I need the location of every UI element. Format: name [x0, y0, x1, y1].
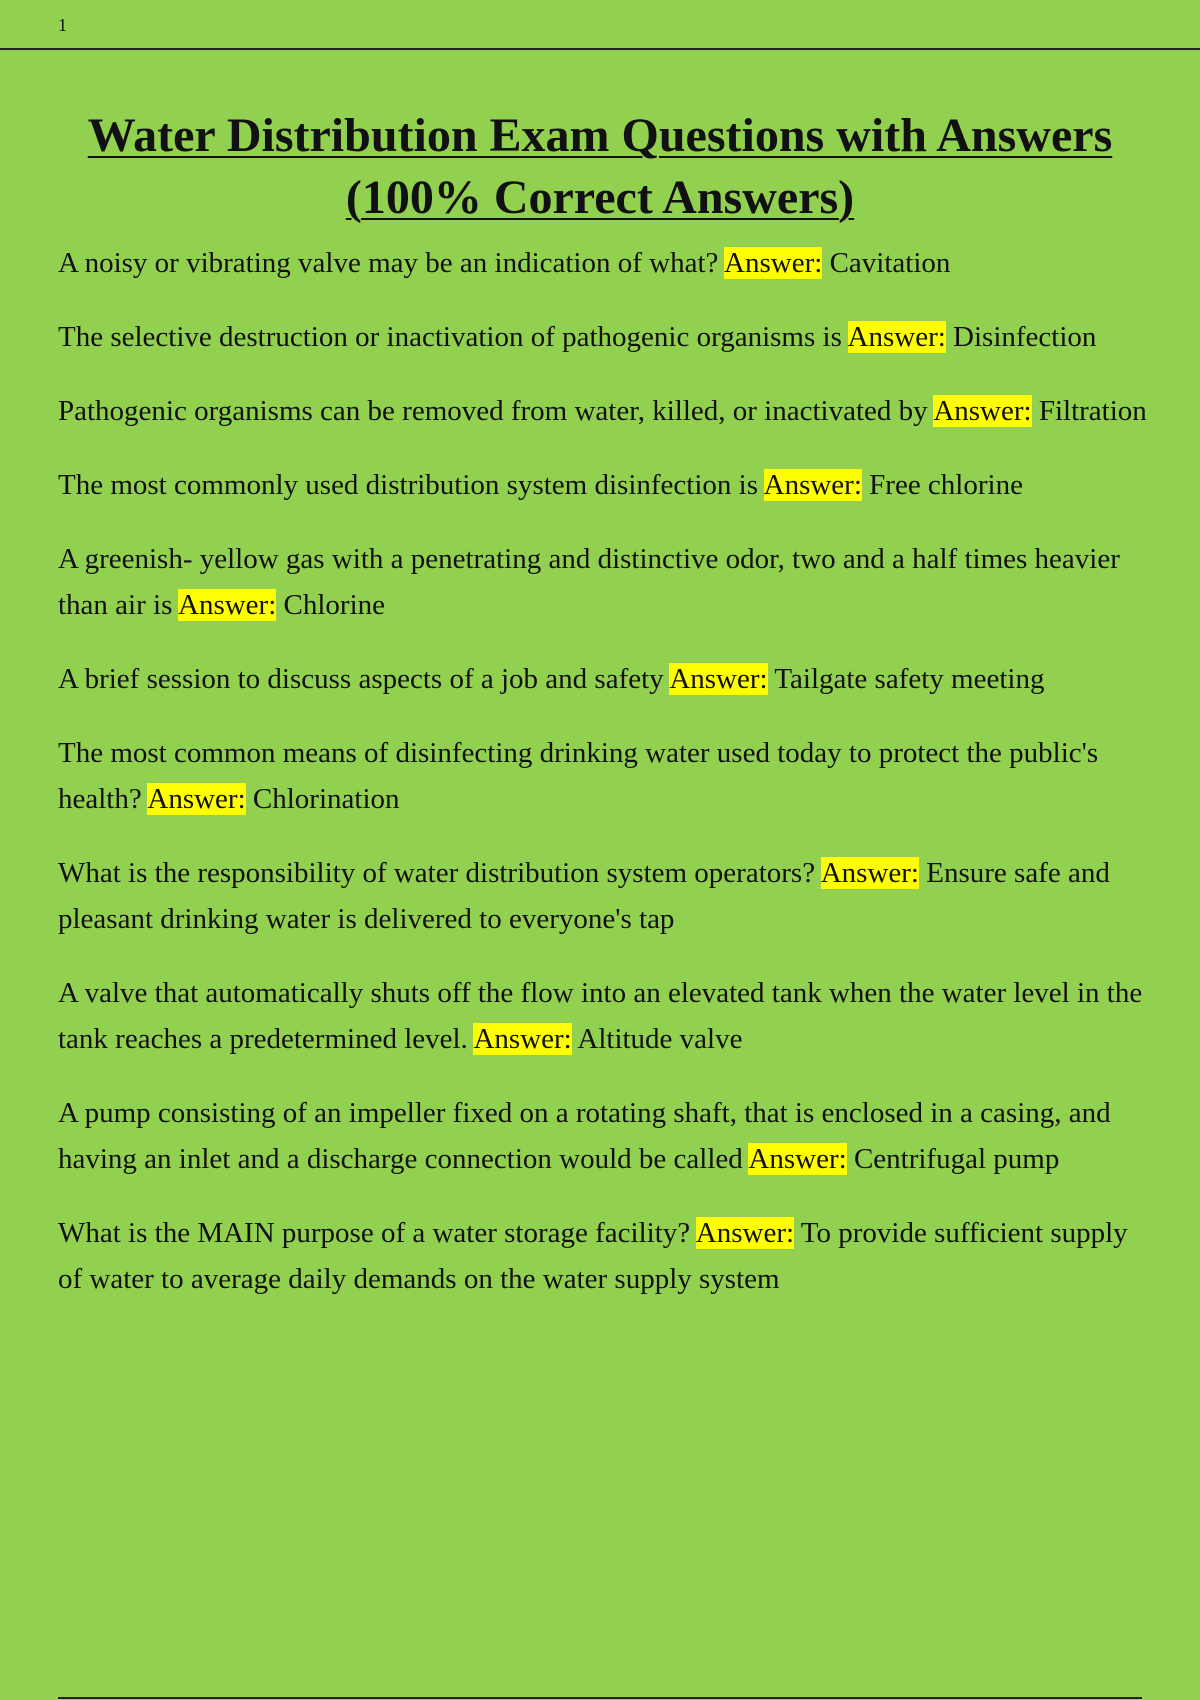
answer-text: To provide sufficient supply of water to average daily demands on the water supply system — [58, 1217, 1128, 1295]
question-text: A valve that automatically shuts off the flow into an elevated tank when the water level in the tank reaches a predetermined level. — [58, 977, 1143, 1055]
answer-text: Cavitation — [829, 247, 951, 279]
answer-text: Altitude valve — [577, 1023, 743, 1055]
qa-item — [58, 1090, 1148, 1182]
qa-item — [58, 388, 1148, 434]
answer-text: Ensure safe and pleasant drinking water is delivered to everyone's tap — [58, 857, 1110, 935]
answer-label: Answer: — [763, 469, 862, 501]
qa-list — [58, 240, 1148, 1330]
qa-item — [58, 462, 1148, 508]
answer-text: Chlorination — [252, 783, 400, 815]
answer-label: Answer: — [669, 663, 768, 695]
answer-label: Answer: — [724, 247, 823, 279]
question-text: What is the responsibility of water distribution system operators? — [58, 857, 816, 889]
answer-label: Answer: — [847, 321, 946, 353]
answer-text: Tailgate safety meeting — [774, 663, 1045, 695]
footer-rule — [58, 1697, 1142, 1699]
page-number: 1 — [58, 15, 67, 35]
question-text: A pump consisting of an impeller fixed on a rotating shaft, that is enclosed in a casing, and having an inlet and a discharge connection would be called — [58, 1097, 1111, 1175]
question-text: A greenish- yellow gas with a penetrating and distinctive odor, two and a half times heavier than air is — [58, 543, 1120, 621]
answer-text: Filtration — [1038, 395, 1147, 427]
answer-label: Answer: — [695, 1217, 795, 1249]
answer-label: Answer: — [147, 783, 246, 815]
header-rule — [0, 48, 1200, 50]
answer-label: Answer: — [820, 857, 919, 889]
answer-label: Answer: — [473, 1023, 572, 1055]
answer-label: Answer: — [178, 589, 277, 621]
answer-label: Answer: — [748, 1143, 847, 1175]
question-text: The selective destruction or inactivation of pathogenic organisms is — [58, 321, 842, 353]
question-text: A noisy or vibrating valve may be an indication of what? — [58, 247, 719, 279]
answer-text: Disinfection — [953, 321, 1097, 353]
document-title: Water Distribution Exam Questions with Answers (100% Correct Answers) — [87, 109, 1113, 224]
answer-label: Answer: — [933, 395, 1032, 427]
answer-text: Centrifugal pump — [853, 1143, 1060, 1175]
qa-item — [58, 1210, 1148, 1302]
qa-item — [58, 970, 1148, 1062]
question-text: The most common means of disinfecting drinking water used today to protect the public's health? — [58, 737, 1099, 815]
question-text: What is the MAIN purpose of a water storage facility? — [58, 1217, 691, 1249]
qa-item — [58, 850, 1148, 942]
qa-item — [58, 730, 1148, 822]
qa-item — [58, 536, 1148, 628]
answer-text: Chlorine — [283, 589, 386, 621]
question-text: A brief session to discuss aspects of a job and safety — [58, 663, 664, 695]
question-text: Pathogenic organisms can be removed from water, killed, or inactivated by — [58, 395, 928, 427]
qa-item — [58, 240, 1148, 286]
question-text: The most commonly used distribution system disinfection is — [58, 469, 758, 501]
qa-item — [58, 656, 1148, 702]
answer-text: Free chlorine — [869, 469, 1023, 501]
qa-item — [58, 314, 1148, 360]
